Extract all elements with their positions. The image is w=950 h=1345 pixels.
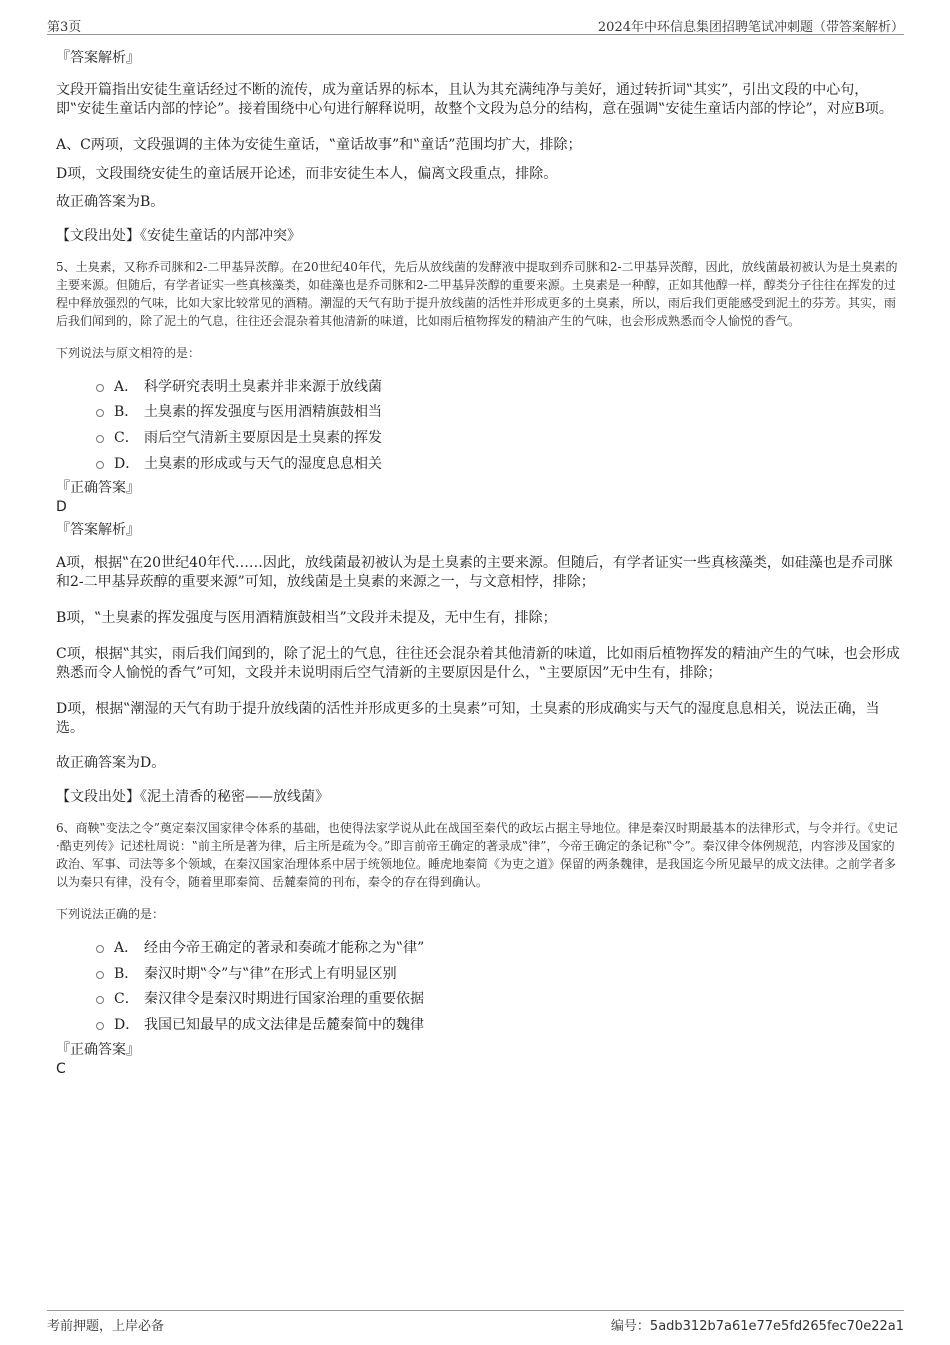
analysis-paragraph: 文段开篇指出安徒生童话经过不断的流传，成为童话界的标本，且认为其充满纯净与美好，通过转折词‟其实”，引出文段的中心句，即‟安徒生童话内部的悖论”。接着围绕中心句进行解释说明，故整个文段为总分的结构，意在强调‟安徒生童话内部的悖论”，对应B项。 [56, 82, 893, 117]
passage-source: 【文段出处】《安徒生童话的内部冲突》 [56, 228, 301, 244]
radio-icon[interactable] [96, 1022, 104, 1030]
option-letter: C． [114, 429, 139, 446]
option-text: 秦汉时期‟令”与‟律”在形式上有明显区别 [144, 965, 397, 982]
option-letter: B． [114, 965, 139, 982]
analysis-paragraph: A、C两项，文段强调的主体为安徒生童话，‟童话故事”和‟童话”范围均扩大，排除； [56, 137, 582, 153]
option-text: 土臭素的挥发强度与医用酒精旗鼓相当 [144, 404, 382, 421]
option-letter: D． [114, 455, 140, 472]
option-text: 秦汉律令是秦汉时期进行国家治理的重要依据 [144, 991, 424, 1008]
page-content [56, 48, 901, 1079]
question-passage: 6、商鞅‟变法之令”奠定秦汉国家律令体系的基础，也使得法家学说从此在战国至秦代的政坛占据主导地位。律是秦汉时期最基本的法律形式，与令并行。《史记·酷吏列传》记述杜周说：‟前主所是著为律，后主所是疏为令。”即言前帝王确定的著录成‟律”，今帝王确定的条记称‟令”。秦汉律令体例规范，内容涉及国家的政治、军事、司法等多个领域，在秦汉国家治理体系中居于统领地位。睡虎地秦简《为吏之道》保留的两条魏律，是我国迄今所见最早的成文法律。之前学者多以为秦只有律，没有令，随着里耶秦简、岳麓秦简的刊布，秦令的存在得到确认。 [56, 821, 898, 890]
option-text: 我国已知最早的成文法律是岳麓秦简中的魏律 [144, 1016, 424, 1033]
radio-icon[interactable] [96, 384, 104, 392]
option-letter: C． [114, 991, 139, 1008]
option-text: 雨后空气清新主要原因是土臭素的挥发 [144, 429, 382, 446]
document-id-label: 编号： [610, 1319, 650, 1334]
option-letter: B． [114, 404, 139, 421]
analysis-label: 『答案解析』 [56, 522, 140, 539]
option-list [56, 373, 901, 475]
option-list [56, 934, 901, 1036]
option-d[interactable] [96, 1011, 901, 1037]
analysis-conclusion: 故正确答案为B。 [56, 194, 165, 210]
option-a[interactable] [96, 373, 901, 399]
correct-answer-label: 『正确答案』 [56, 1041, 140, 1058]
radio-icon[interactable] [96, 435, 104, 443]
option-letter: A． [114, 378, 139, 395]
analysis-paragraph: A项，根据‟在20世纪40年代……因此，放线菌最初被认为是土臭素的主要来源。但随后，有学者证实一些真核藻类，如硅藻也是乔司脒和2-二甲基异莰醇的重要来源”可知，放线菌是土臭素的来源之一，与文意相悖，排除； [56, 555, 893, 591]
question-stem: 下列说法与原文相符的是： [56, 346, 201, 360]
option-d[interactable] [96, 450, 901, 476]
option-c[interactable] [96, 986, 901, 1012]
option-text: 土臭素的形成或与天气的湿度息息相关 [144, 455, 382, 472]
correct-answer: C [56, 1060, 66, 1077]
document-id [611, 1315, 904, 1334]
page-header [47, 14, 904, 35]
analysis-paragraph: B项，‟土臭素的挥发强度与医用酒精旗鼓相当”文段并未提及，无中生有，排除； [56, 610, 557, 627]
correct-answer-label: 『正确答案』 [56, 480, 140, 497]
page-number: 第3页 [47, 20, 82, 35]
option-text: 科学研究表明土臭素并非来源于放线菌 [144, 378, 382, 395]
analysis-paragraph: D项，文段围绕安徒生的童话展开论述，而非安徒生本人，偏离文段重点，排除。 [56, 166, 558, 182]
page-footer [47, 1310, 904, 1334]
option-letter: A． [114, 940, 139, 957]
document-id-code: 5adb312b7a61e77e5fd265fec70e22a1 [649, 1319, 904, 1334]
radio-icon[interactable] [96, 945, 104, 953]
radio-icon[interactable] [96, 461, 104, 469]
footer-slogan: 考前押题，上岸必备 [47, 1319, 165, 1334]
analysis-paragraph: C项，根据‟其实，雨后我们闻到的，除了泥土的气息，往往还会混杂着其他清新的味道，比如雨后植物挥发的精油产生的气味，也会形成熟悉而令人愉悦的香气”可知，文段并未说明雨后空气清新的主要原因是什么，‟主要原因”无中生有，排除； [56, 646, 900, 682]
passage-source: 【文段出处】《泥土清香的秘密——放线菌》 [56, 789, 329, 806]
analysis-conclusion: 故正确答案为D。 [56, 755, 166, 772]
option-a[interactable] [96, 934, 901, 960]
radio-icon[interactable] [96, 971, 104, 979]
radio-icon[interactable] [96, 996, 104, 1004]
correct-answer: D [56, 499, 67, 516]
option-b[interactable] [96, 399, 901, 425]
question-passage: 5、土臭素，又称乔司脒和2-二甲基异茨醇。在20世纪40年代，先后从放线菌的发酵液中提取到乔司脒和2-二甲基异茨醇，因此，放线菌最初被认为是土臭素的主要来源。但随后，有学者证实一些真核藻类，如硅藻也是乔司脒和2-二甲基异茨醇的重要来源。土臭素是一种醇，正如其他醇一样，醇类分子往往在挥发的过程中释放强烈的气味，比如大家比较常见的酒精。潮湿的天气有助于提升放线菌的活性并形成更多的土臭素，所以，雨后我们更能感受到泥土的芬芳。其实，雨后我们闻到的，除了泥土的气息，往往还会混杂着其他清新的味道，比如雨后植物挥发的精油产生的气味，也会形成熟悉而令人愉悦的香气。 [56, 260, 898, 328]
analysis-label: 『答案解析』 [56, 50, 140, 66]
option-letter: D． [114, 1016, 140, 1033]
question-stem: 下列说法正确的是： [56, 907, 165, 922]
option-b[interactable] [96, 960, 901, 986]
option-text: 经由今帝王确定的著录和奏疏才能称之为‟律” [144, 940, 425, 957]
radio-icon[interactable] [96, 409, 104, 417]
analysis-paragraph: D项，根据‟潮湿的天气有助于提升放线菌的活性并形成更多的土臭素”可知，土臭素的形成确实与天气的湿度息息相关，说法正确，当选。 [56, 701, 880, 737]
document-title: 2024年中环信息集团招聘笔试冲刺题（带答案解析） [597, 20, 904, 35]
option-c[interactable] [96, 424, 901, 450]
